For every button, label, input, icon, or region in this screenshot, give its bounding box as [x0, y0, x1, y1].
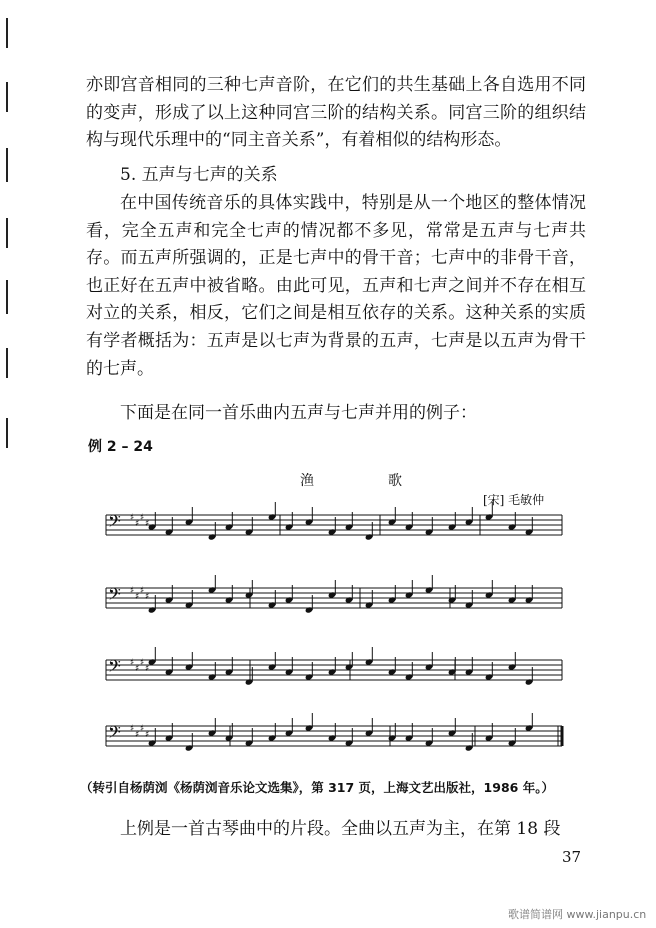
sharp-icon: ♯ [140, 586, 145, 596]
sharp-icon: ♯ [145, 664, 150, 674]
score-title: 渔 歌 [300, 473, 432, 489]
example-label: 例 2 – 24 [88, 439, 153, 455]
sharp-icon: ♯ [140, 724, 145, 734]
music-score [100, 500, 570, 770]
paragraph-2: 在中国传统音乐的具体实践中，特别是从一个地区的整体情况看，完全五声和完全七声的情况都不多见，常常是五声与七声共存。而五声所强调的，正是七声中的骨干音；七声中的非骨干音，也正好在五声中被省略。由此可见，五声和七声之间并不存在相互对立的关系，相反，它们之间是相互依存的关系。这种关系的实质有学者概括为：五声是以七声为背景的五声，七声是以五声为骨干的七声。 [86, 193, 586, 379]
score-composer: [宋] 毛敏仲 [483, 493, 545, 507]
section-heading: 5. 五声与七声的关系 [120, 165, 278, 185]
watermark: 歌谱简谱网 www.jianpu.cn [508, 908, 647, 921]
binding-marks [6, 18, 8, 478]
sharp-icon: ♯ [145, 592, 150, 602]
bass-clef-icon: 𝄢 [108, 584, 121, 608]
sharp-icon: ♯ [130, 513, 135, 523]
source-note: （转引自杨荫浏《杨荫浏音乐论文选集》，第 317 页，上海文艺出版社，1986 年。） [80, 780, 554, 795]
sharp-icon: ♯ [130, 724, 135, 734]
sharp-icon: ♯ [135, 592, 140, 602]
sharp-icon: ♯ [145, 730, 150, 740]
sharp-icon: ♯ [140, 658, 145, 668]
paragraph-4: 上例是一首古琴曲中的片段。全曲以五声为主，在第 18 段 [120, 819, 561, 839]
bass-clef-icon: 𝄢 [108, 722, 121, 746]
sharp-icon: ♯ [130, 658, 135, 668]
sharp-icon: ♯ [135, 519, 140, 529]
paragraph-3: 下面是在同一首乐曲内五声与七声并用的例子： [120, 403, 477, 423]
paragraph-1: 亦即宫音相同的三种七声音阶，在它们的共生基础上各自选用不同的变声，形成了以上这种同宫三阶的结构关系。同宫三阶的组织结构与现代乐理中的“同主音关系”，有着相似的结构形态。 [86, 75, 586, 151]
page-number: 37 [562, 848, 582, 866]
bass-clef-icon: 𝄢 [108, 656, 121, 680]
sharp-icon: ♯ [135, 730, 140, 740]
score-notes [108, 502, 533, 752]
sharp-icon: ♯ [140, 513, 145, 523]
sharp-icon: ♯ [130, 586, 135, 596]
sharp-icon: ♯ [135, 664, 140, 674]
score-staves [106, 515, 562, 746]
sharp-icon: ♯ [145, 519, 150, 529]
bass-clef-icon: 𝄢 [108, 511, 121, 535]
